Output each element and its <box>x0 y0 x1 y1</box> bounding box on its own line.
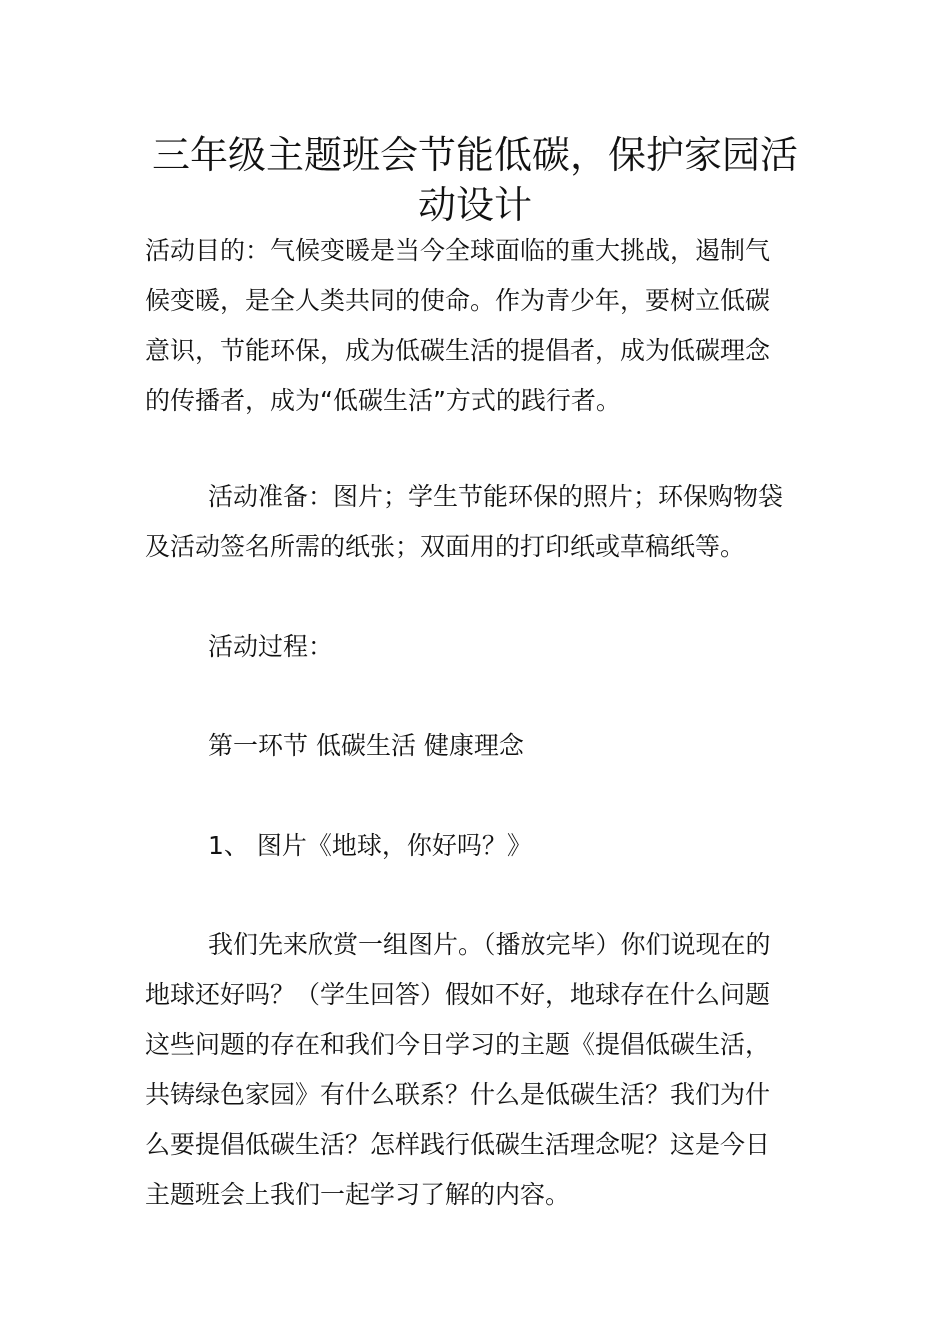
purpose-line-3: 意识，节能环保，成为低碳生活的提倡者，成为低碳理念 <box>145 336 771 365</box>
section-one-paragraph <box>145 721 805 771</box>
intro-paragraph <box>145 920 805 1220</box>
intro-line-5: 么要提倡低碳生活？怎样践行低碳生活理念呢？这是今日 <box>145 1130 771 1159</box>
title-line-1: 三年级主题班会节能低碳，保护家园活 <box>151 133 798 177</box>
preparation-line-1: 活动准备：图片；学生节能环保的照片；环保购物袋 <box>208 482 784 511</box>
intro-line-3: 这些问题的存在和我们今日学习的主题《提倡低碳生活， <box>145 1030 771 1059</box>
preparation-line-2: 及活动签名所需的纸张；双面用的打印纸或草稿纸等。 <box>145 532 746 561</box>
intro-line-6: 主题班会上我们一起学习了解的内容。 <box>145 1180 571 1209</box>
intro-line-4: 共铸绿色家园》有什么联系？什么是低碳生活？我们为什 <box>145 1080 771 1109</box>
purpose-paragraph <box>145 226 805 426</box>
purpose-line-2: 候变暖，是全人类共同的使命。作为青少年，要树立低碳 <box>145 286 771 315</box>
document-title <box>140 130 810 230</box>
process-heading: 活动过程： <box>208 632 334 661</box>
purpose-line-4: 的传播者，成为“低碳生活”方式的践行者。 <box>145 386 621 415</box>
process-heading-paragraph <box>145 622 805 672</box>
item-one-heading: 1、 图片《地球，你好吗？》 <box>208 831 532 860</box>
item-one-paragraph <box>145 821 805 871</box>
section-one-heading: 第一环节 低碳生活 健康理念 <box>208 731 524 760</box>
intro-line-2: 地球还好吗？（学生回答）假如不好，地球存在什么问题 <box>145 980 771 1009</box>
preparation-paragraph <box>145 472 805 572</box>
title-line-2: 动设计 <box>417 183 532 227</box>
intro-line-1: 我们先来欣赏一组图片。（播放完毕）你们说现在的 <box>208 930 771 959</box>
purpose-line-1: 活动目的：气候变暖是当今全球面临的重大挑战，遏制气 <box>145 236 771 265</box>
